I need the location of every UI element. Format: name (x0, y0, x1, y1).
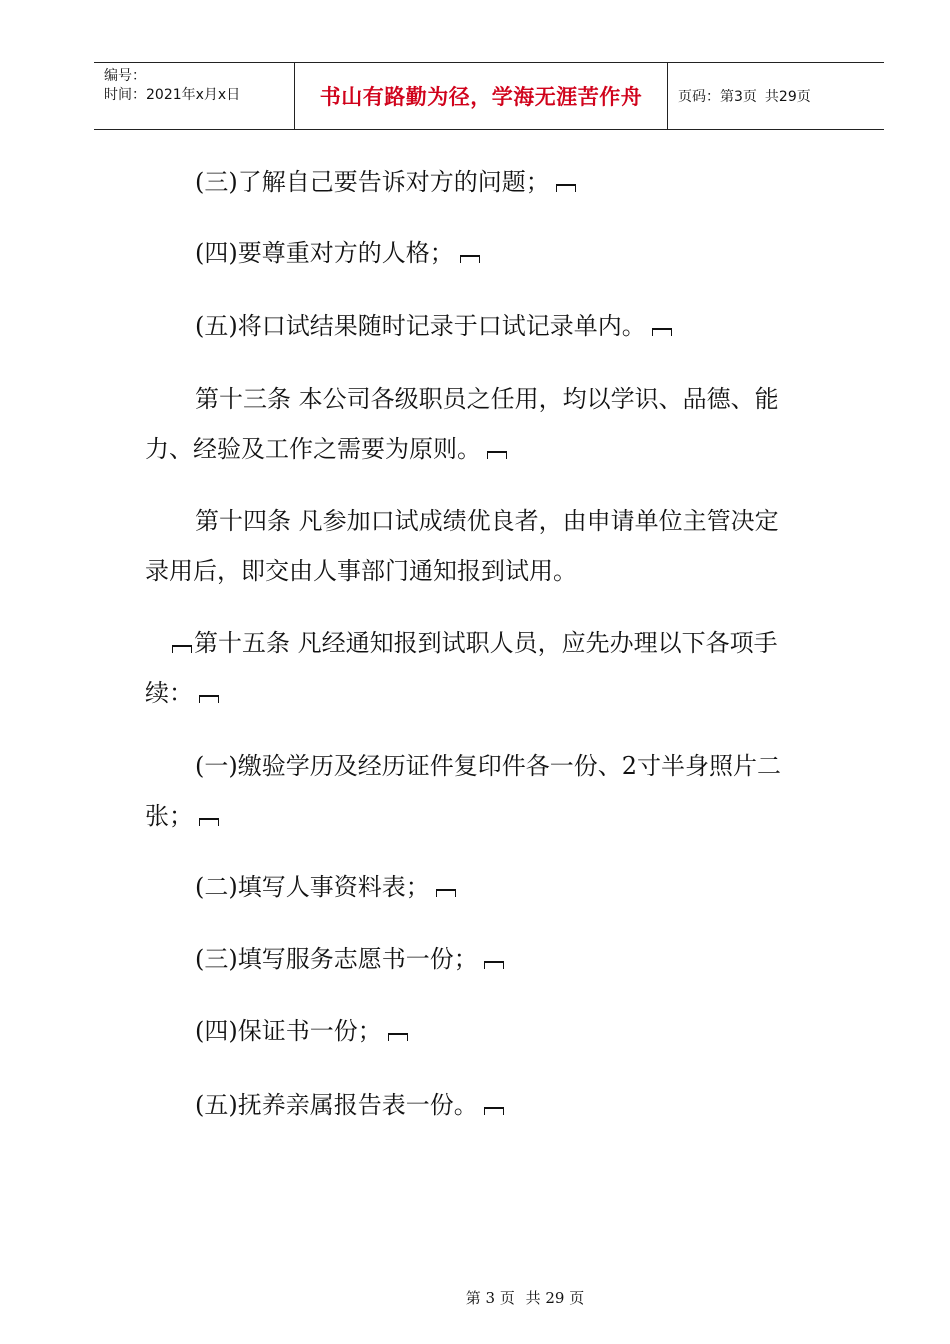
paragraph-line (0, 1089, 950, 1121)
header-page-cell (668, 63, 884, 129)
paragraph-text: 录用后，即交由人事部门通知报到试用。 (145, 557, 577, 585)
paragraph-line (0, 166, 950, 198)
paragraph-line (0, 1015, 950, 1047)
paragraph-text: (三)填写服务志愿书一份； (195, 945, 478, 973)
paragraph-line (0, 555, 950, 587)
paragraph-mark-icon (436, 887, 456, 897)
paragraph-text: (四)保证书一份； (195, 1017, 382, 1045)
page-header (94, 62, 884, 130)
paragraph-mark-icon (460, 253, 480, 263)
paragraph-mark-icon (484, 1105, 504, 1115)
paragraph-mark-icon (484, 959, 504, 969)
header-meta-cell (94, 63, 295, 129)
paragraph-line (0, 433, 950, 465)
paragraph-text: 续： (145, 679, 193, 707)
paragraph-text: 第十五条 凡经通知报到试职人员，应先办理以下各项手 (194, 629, 778, 657)
header-total-label: 共29页 (764, 89, 811, 105)
paragraph-line (0, 383, 950, 415)
page-footer (0, 1287, 950, 1308)
header-time-label: 时间：2021年x月x日 (104, 87, 241, 103)
paragraph-text: 第十四条 凡参加口试成绩优良者，由申请单位主管决定 (195, 507, 779, 535)
paragraph-text: 张； (145, 802, 193, 830)
paragraph-text: (二)填写人事资料表； (195, 873, 430, 901)
paragraph-line (0, 750, 950, 782)
paragraph-line (0, 677, 950, 709)
paragraph-line (0, 871, 950, 903)
footer-total-pages: 共 29 页 (525, 1289, 585, 1307)
header-motto: 书山有路勤为径，学海无涯苦作舟 (319, 85, 643, 109)
paragraph-mark-icon (652, 326, 672, 336)
header-code-label: 编号： (104, 68, 146, 84)
paragraph-mark-icon (556, 182, 576, 192)
paragraph-line (0, 310, 950, 342)
paragraph-line (0, 237, 950, 269)
paragraph-mark-icon (487, 449, 507, 459)
paragraph-text: (一)缴验学历及经历证件复印件各一份、2寸半身照片二 (195, 752, 781, 780)
paragraph-text: (三)了解自己要告诉对方的问题； (195, 168, 550, 196)
header-page-label: 页码：第3页 (678, 89, 757, 105)
header-motto-cell (295, 63, 668, 129)
paragraph-line (0, 800, 950, 832)
paragraph-line (0, 943, 950, 975)
footer-page-number: 第 3 页 (465, 1289, 515, 1307)
paragraph-line (0, 627, 950, 659)
paragraph-text: 力、经验及工作之需要为原则。 (145, 435, 481, 463)
paragraph-mark-icon (388, 1031, 408, 1041)
paragraph-text: (五)抚养亲属报告表一份。 (195, 1091, 478, 1119)
paragraph-mark-icon (199, 693, 219, 703)
paragraph-text: (五)将口试结果随时记录于口试记录单内。 (195, 312, 646, 340)
paragraph-mark-icon (172, 643, 192, 653)
paragraph-text: (四)要尊重对方的人格； (195, 239, 454, 267)
paragraph-text: 第十三条 本公司各级职员之任用，均以学识、品德、能 (195, 385, 779, 413)
paragraph-mark-icon (199, 816, 219, 826)
paragraph-line (0, 505, 950, 537)
